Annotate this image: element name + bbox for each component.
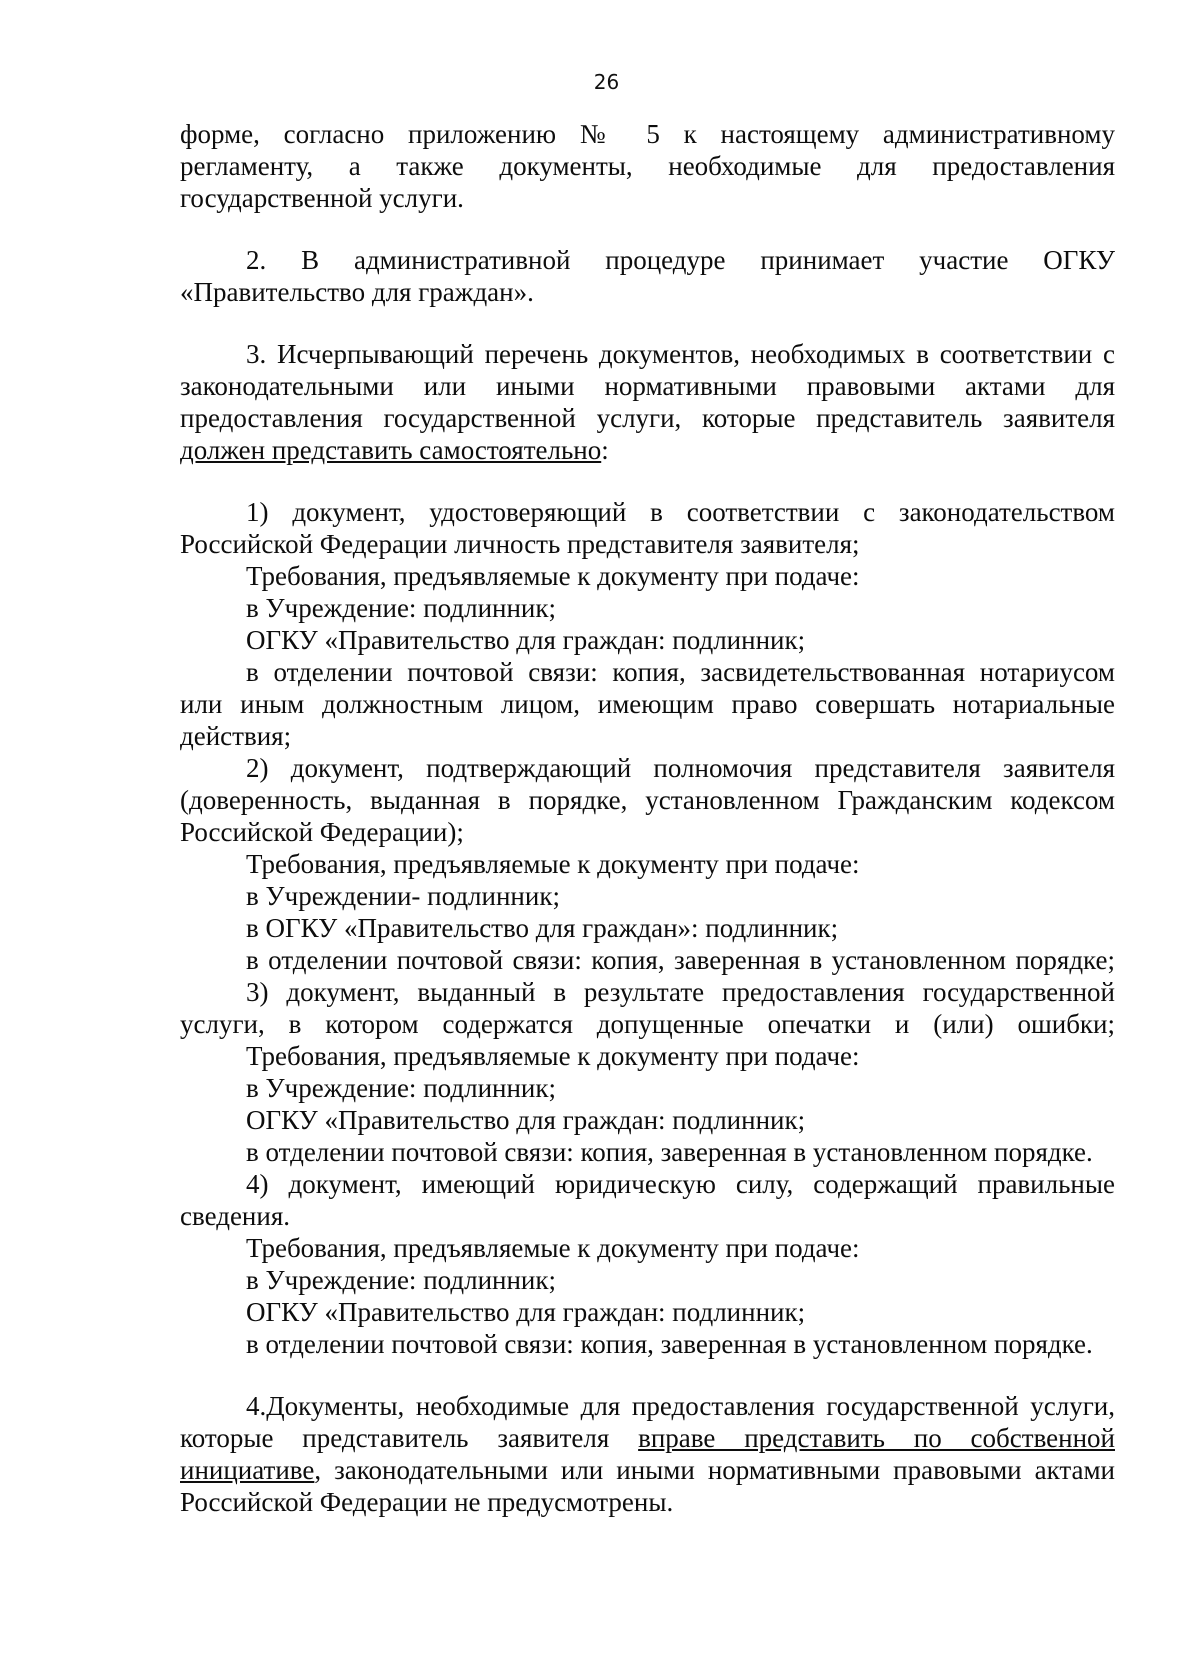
list-line: в отделении почтовой связи: копия, заверенная в установленном порядке;: [246, 945, 1115, 975]
list-line: услуги, в котором содержатся допущенные опечатки и (или) ошибки;: [180, 1009, 1115, 1039]
list-line: Требования, предъявляемые к документу при подаче:: [246, 1233, 860, 1263]
list-line: ОГКУ «Правительство для граждан: подлинник;: [246, 625, 806, 655]
page-number: 26: [593, 70, 620, 94]
list-line: в ОГКУ «Правительство для граждан»: подлинник;: [246, 913, 839, 943]
list-line: Российской Федерации личность представителя заявителя;: [180, 529, 860, 559]
paragraph-form-continuation: форме, согласно приложению № 5 к настоящему административному регламенту, а также документы, необходимые для предоставления государственной услуги.: [180, 119, 1115, 213]
list-line: в отделении почтовой связи: копия, заверенная в установленном порядке.: [246, 1137, 1093, 1167]
list-line: в Учреждение: подлинник;: [246, 1073, 556, 1103]
list-line: Требования, предъявляемые к документу при подаче:: [246, 561, 860, 591]
list-line: 4) документ, имеющий юридическую силу, содержащий правильные: [246, 1169, 1115, 1199]
paragraph-4-ending: , законодательными или иными нормативными правовыми актами Российской Федерации не предусмотрены.: [180, 1455, 1115, 1517]
list-line: 3) документ, выданный в результате предоставления государственной: [246, 977, 1115, 1007]
list-line: 1) документ, удостоверяющий в соответствии с законодательством: [246, 497, 1115, 527]
list-line: 2) документ, подтверждающий полномочия представителя заявителя: [246, 753, 1115, 783]
list-line: ОГКУ «Правительство для граждан: подлинник;: [246, 1105, 806, 1135]
list-line: Требования, предъявляемые к документу при подаче:: [246, 849, 860, 879]
paragraph-4-optional-documents: [180, 1390, 1115, 1518]
list-line: сведения.: [180, 1201, 290, 1231]
document-requirements-list: [180, 496, 1115, 1360]
paragraph-3-document-list: [180, 338, 1115, 466]
list-line: Российской Федерации);: [180, 817, 464, 847]
list-line: Требования, предъявляемые к документу при подаче:: [246, 1041, 860, 1071]
list-line: в Учреждении- подлинник;: [246, 881, 560, 911]
list-line: (доверенность, выданная в порядке, установленном Гражданским кодексом: [180, 785, 1115, 815]
list-line: в отделении почтовой связи: копия, засвидетельствованная нотариусом: [246, 657, 1115, 687]
list-line: действия;: [180, 721, 292, 751]
paragraph-4-underlined-text: вправе представить по собственной инициативе: [180, 1423, 1115, 1485]
paragraph-2-participant: 2. В административной процедуре принимает участие ОГКУ «Правительство для граждан».: [180, 245, 1115, 307]
paragraph-4-text: 4.Документы, необходимые для предоставления государственной услуги, которые представитель заявителя: [180, 1391, 1115, 1453]
document-body: [180, 118, 1115, 1518]
paragraph-3-colon: :: [601, 435, 609, 465]
list-line: в Учреждение: подлинник;: [246, 1265, 556, 1295]
paragraph-3-underlined-text: должен представить самостоятельно: [180, 435, 602, 465]
paragraph-3-text: 3. Исчерпывающий перечень документов, необходимых в соответствии с законодательными или иными нормативными правовыми актами для предоставления государственной услуги, которые представитель заявителя: [180, 339, 1115, 433]
list-line: в отделении почтовой связи: копия, заверенная в установленном порядке.: [246, 1329, 1093, 1359]
list-line: в Учреждение: подлинник;: [246, 593, 556, 623]
list-line: ОГКУ «Правительство для граждан: подлинник;: [246, 1297, 806, 1327]
list-line: или иным должностным лицом, имеющим право совершать нотариальные: [180, 689, 1115, 719]
